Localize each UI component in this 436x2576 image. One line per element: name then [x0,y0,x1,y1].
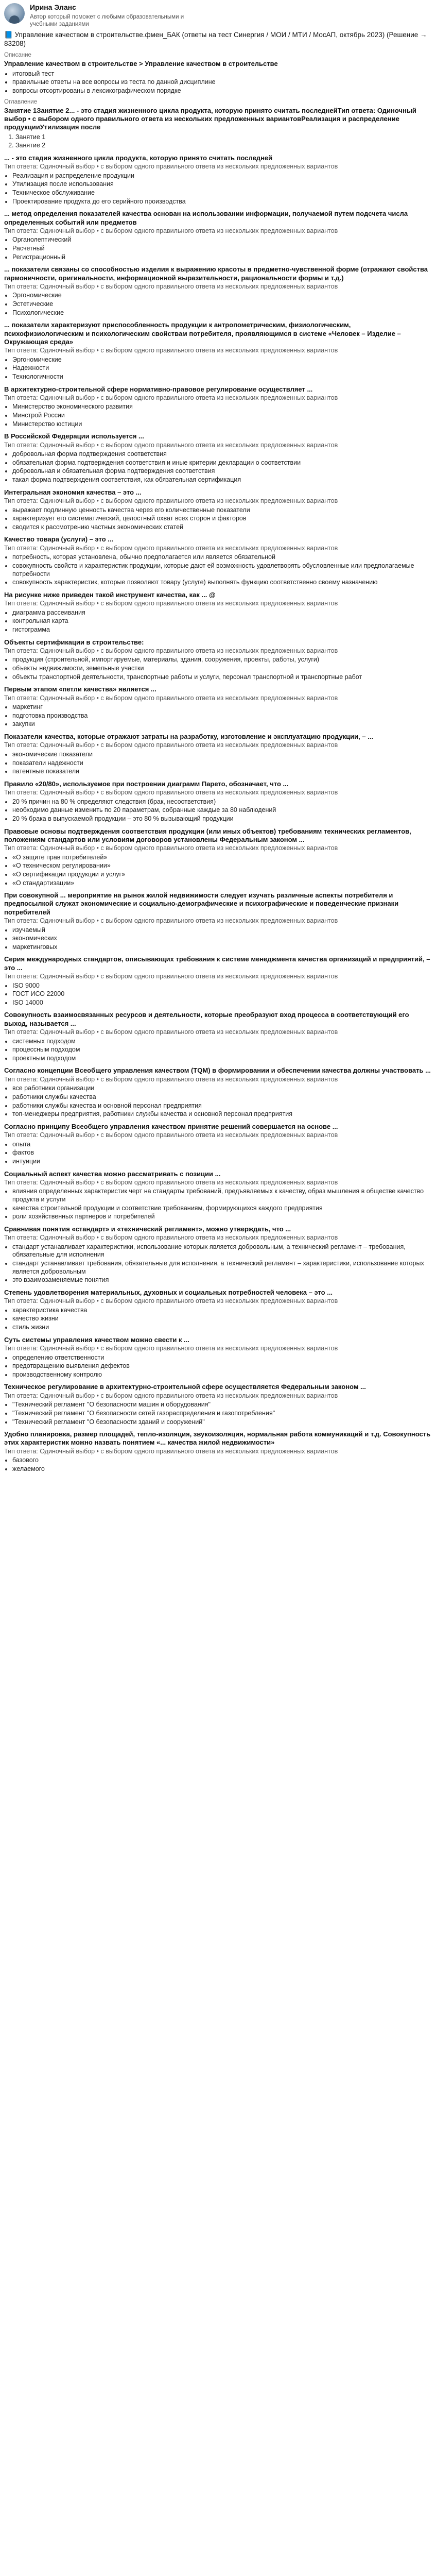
answer-option: • добровольная и обязательная форма подтверждения соответствия [12,467,432,476]
answer-options [4,236,432,261]
answer-options [4,553,432,587]
answer-option: • характеризует его систематический, целостный охват всех сторон и факторов [12,515,432,523]
answer-option: • Утилизация после использования [12,180,432,189]
answer-options [4,1188,432,1221]
answer-option: • определению ответственности [12,1354,432,1362]
answer-option: • базового [12,1456,432,1465]
question-block [4,1066,432,1118]
answer-type-note: Тип ответа: Одиночный выбор • с выбором одного правильного ответа из нескольких предложенных вариантов [4,972,338,980]
question-block [4,488,432,532]
question-title: При совокупной ... мероприятие на рынок жилой недвижимости следует изучать различные аспекты потребителя и предпосылкой служат экономические и социально-демографические и психографические и поведенческие признаки потребителей [4,891,399,916]
question-title: Согласно концепции Всеобщего управления качеством (TQM) в формировании и обеспечении качества должны участвовать ... [4,1066,431,1075]
answer-option: • контрольная карта [12,617,432,625]
question-title: Техническое регулирование в архитектурно-строительной сфере осуществляется Федеральным законом ... [4,1383,366,1391]
question-title: ... - это стадия жизненного цикла продукта, которую принято считать последней [4,154,273,162]
answer-type-note: Тип ответа: Одиночный выбор • с выбором одного правильного ответа из нескольких предложенных вариантов [4,844,338,852]
description-label: Описание [4,52,31,58]
answer-option: • объекты транспортной деятельности, транспортные работы и услуги, персонал транспортной и транспортные работ [12,673,432,682]
answer-option: • диаграмма рассеивания [12,609,432,617]
answer-type-note: Тип ответа: Одиночный выбор • с выбором одного правильного ответа из нескольких предложенных вариантов [4,600,338,607]
question-title: Качество товара (услуги) – это ... [4,535,114,544]
answer-options [4,506,432,532]
answer-option: • влияния определенных характеристик черт на стандарты требований, предъявляемых к качеству, образ мышления в обществе качество продукта и услуги [12,1188,432,1204]
question-block [4,385,432,429]
answer-option: • показатели надежности [12,759,432,768]
answer-option: • Министерство юстиции [12,420,432,429]
answer-options [4,1307,432,1332]
answer-option: • характеристика качества [12,1307,432,1315]
question-title: Степень удовлетворения материальных, духовных и социальных потребностей человека – это ... [4,1288,333,1296]
answer-option: • Органолептический [12,236,432,244]
questions-list [4,154,432,1473]
answer-option: • Министерство экономического развития [12,403,432,411]
answer-type-note: Тип ответа: Одиночный выбор • с выбором одного правильного ответа из нескольких предложенных вариантов [4,1178,338,1186]
author-card [4,3,432,28]
answer-option: • ISO 9000 [12,982,432,990]
answer-options [4,1456,432,1473]
answer-option: • Проектирование продукта до его серийного производства [12,198,432,206]
question-block [4,1225,432,1284]
answer-option: • интуиции [12,1158,432,1166]
answer-option: • добровольная форма подтверждения соответствия [12,450,432,459]
answer-option: • топ-менеджеры предприятия, работники службы качества и основной персонал предприятия [12,1110,432,1118]
answer-options [4,1038,432,1063]
question-block [4,891,432,951]
answer-type-note: Тип ответа: Одиночный выбор • с выбором одного правильного ответа из нескольких предложенных вариантов [4,227,338,234]
question-title: Социальный аспект качества можно рассматривать с позиции ... [4,1170,221,1178]
answer-option: • сводится к рассмотрению частных экономических статей [12,523,432,532]
answer-type-note: Тип ответа: Одиночный выбор • с выбором одного правильного ответа из нескольких предложенных вариантов [4,647,338,654]
question-title: Правило «20/80», используемое при построении диаграмм Парето, обозначает, что ... [4,779,289,788]
answer-type-note: Тип ответа: Одиночный выбор • с выбором одного правильного ответа из нескольких предложенных вариантов [4,1075,338,1083]
question-title: Правовые основы подтверждения соответствия продукции (или иных объектов) требованиям технических регламентов, положениям стандартов или условиям договоров установлены Федеральным законом ... [4,827,411,843]
answer-option: • «О стандартизации» [12,879,432,888]
answer-option: • Реализация и распределение продукции [12,172,432,180]
question-title: Первым этапом «петли качества» является ... [4,685,156,693]
answer-type-note: Тип ответа: Одиночный выбор • с выбором одного правильного ответа из нескольких предложенных вариантов [4,1131,338,1139]
answer-option: • объекты недвижимости, земельные участки [12,665,432,673]
question-block [4,210,432,261]
answer-options [4,1084,432,1118]
answer-option: • опыта [12,1141,432,1149]
answer-options [4,703,432,728]
question-title: ... метод определения показателей качества основан на использовании информации, получаемой путем подсчета числа определенных событий или предметов [4,210,408,226]
description-item: • вопросы отсортированы в лексикографическом порядке [12,87,432,95]
question-title: ... показатели связаны со способностью изделия к выражению красоты в предметно-чувственной форме (отражают свойства гармоничности, оригинальности, информационной выразительности, рациональности формы и т.д.) [4,265,428,282]
answer-options [4,926,432,952]
answer-option: • «О сертификации продукции и услуг» [12,871,432,879]
author-info [30,3,184,28]
author-name[interactable]: Ирина Эланс [30,3,76,11]
answer-option: • Регистрационный [12,253,432,262]
toc-list [4,133,432,150]
description-title: Управление качеством в строительстве > Управление качеством в строительстве [4,60,278,68]
answer-type-note: Тип ответа: Одиночный выбор • с выбором одного правильного ответа из нескольких предложенных вариантов [4,917,338,924]
description-item: • итоговый тест [12,70,432,78]
answer-options [4,356,432,381]
answer-option: • закупки [12,720,432,728]
answer-option: • совокупность свойств и характеристик продукции, которые дают ей возможность удовлетворять обусловленные или предполагаемые потребности [12,562,432,578]
answer-option: • все работники организации [12,1084,432,1093]
author-description [30,13,184,28]
answer-type-note: Тип ответа: Одиночный выбор • с выбором одного правильного ответа из нескольких предложенных вариантов [4,347,338,354]
answer-option: • Эргономические [12,356,432,364]
answer-option: • работники службы качества [12,1093,432,1101]
answer-type-note: Тип ответа: Одиночный выбор • с выбором одного правильного ответа из нескольких предложенных вариантов [4,394,338,401]
answer-type-note: Тип ответа: Одиночный выбор • с выбором одного правильного ответа из нескольких предложенных вариантов [4,741,338,749]
answer-options [4,609,432,634]
answer-option: • такая форма подтверждения соответствия, как обязательная сертификация [12,476,432,484]
answer-option: • работники службы качества и основной персонал предприятия [12,1102,432,1110]
answer-options [4,1354,432,1379]
question-title: Совокупность взаимосвязанных ресурсов и деятельности, которые преобразуют вход процесса в соответствующий его выход, называется ... [4,1011,409,1027]
author-desc-line: Автор который поможет с любыми образовательными и [30,13,184,20]
question-block [4,1170,432,1221]
answer-option: • "Технический регламент "О безопасности зданий и сооружений" [12,1418,432,1427]
answer-option: • ISO 14000 [12,999,432,1007]
description-list [4,70,432,95]
question-block [4,685,432,728]
answer-option: • продукция (строительной, импортируемые, материалы, здания, сооружения, проекты, работы, услуги) [12,656,432,664]
answer-option: • маркетинговых [12,943,432,952]
answer-type-note: Тип ответа: Одиночный выбор • с выбором одного правильного ответа из нескольких предложенных вариантов [4,1344,338,1352]
answer-option: • «О техническом регулировании» [12,862,432,870]
question-block [4,154,432,206]
question-title: Серия международных стандартов, описывающих требования к системе менеджмента качества организаций и предприятий, – это ... [4,955,430,972]
answer-option: • Надежности [12,364,432,372]
answer-option: • проектным подходом [12,1055,432,1063]
question-title: Согласно принципу Всеобщего управления качеством принятие решений совершается на основе ... [4,1122,338,1130]
question-block [4,1430,432,1473]
question-block [4,321,432,381]
book-icon: 📘 [4,31,13,39]
answer-option: • маркетинг [12,703,432,711]
answer-option: • процессным подходом [12,1046,432,1054]
answer-option: • стандарт устанавливает характеристики, использование которых является добровольным, а технический регламент – требования, обязательные для исполнения [12,1243,432,1259]
question-block [4,827,432,888]
answer-option: • выражает подлинную ценность качества через его количественные показатели [12,506,432,515]
question-block [4,432,432,484]
description-item: • правильные ответы на все вопросы из теста по данной дисциплине [12,78,432,87]
question-title: Сравнивая понятия «стандарт» и «технический регламент», можно утверждать, что ... [4,1225,291,1233]
answer-options [4,751,432,776]
question-title: Интегральная экономия качества – это ... [4,488,142,496]
answer-option: • «О защите прав потребителей» [12,854,432,862]
answer-option: • предотвращению выявления дефектов [12,1362,432,1370]
question-title: На рисунке ниже приведен такой инструмент качества, как ... @ [4,590,216,599]
answer-option: • совокупность характеристик, которые позволяют товару (услуге) выполнять функцию соответственно своему назначению [12,579,432,587]
answer-type-note: Тип ответа: Одиночный выбор • с выбором одного правильного ответа из нескольких предложенных вариантов [4,282,338,290]
answer-options [4,292,432,317]
answer-option: • подготовка производства [12,712,432,720]
answer-options [4,1401,432,1426]
answer-options [4,1243,432,1284]
answer-type-note: Тип ответа: Одиночный выбор • с выбором одного правильного ответа из нескольких предложенных вариантов [4,789,338,796]
answer-options [4,403,432,428]
question-block [4,1289,432,1332]
question-title: Суть системы управления качеством можно свести к ... [4,1335,189,1344]
answer-options [4,982,432,1007]
answer-option: • качество жизни [12,1315,432,1323]
answer-option: • желаемого [12,1465,432,1473]
author-desc-line: учебными заданиями [30,21,89,27]
page-title-text: Управление качеством в строительстве.фмен_БАК (ответы на тест Синергия / МОИ / МТИ / МосАП, октябрь 2023) (Решение → 83208) [4,31,427,48]
question-block [4,1011,432,1062]
answer-option: • системных подходом [12,1038,432,1046]
question-block [4,535,432,586]
answer-option: • изучаемый [12,926,432,935]
answer-option: • производственному контролю [12,1371,432,1379]
question-block [4,1123,432,1166]
answer-option: • гистограмма [12,626,432,634]
question-block [4,1383,432,1426]
question-title: Удобно планировка, размер площадей, тепло-изоляция, звукоизоляция, нормальная работа коммуникаций и т.д. Совокупность этих характеристик можно назвать понятием «... качества жилой недвижимости» [4,1430,431,1447]
answer-option: • стандарт устанавливает требования, обязательные для исполнения, а технический регламент – характеристики, использование которых является добровольным [12,1260,432,1276]
answer-type-note: Тип ответа: Одиночный выбор • с выбором одного правильного ответа из нескольких предложенных вариантов [4,441,338,449]
answer-type-note: Тип ответа: Одиночный выбор • с выбором одного правильного ответа из нескольких предложенных вариантов [4,1447,338,1455]
answer-option: • Минстрой России [12,412,432,420]
answer-option: • 20 % причин на 80 % определяют следствия (брак, несоответствия) [12,798,432,806]
page-title [4,31,432,48]
toc-title: Занятие 1Занятие 2... - это стадия жизненного цикла продукта, которую принято считать последнейТип ответа: Одиночный выбор • с выбором одного правильного ответа из нескольких предложенных вариантовРеализация и распределение продукцииУтилизация после [4,106,416,131]
answer-type-note: Тип ответа: Одиночный выбор • с выбором одного правильного ответа из нескольких предложенных вариантов [4,694,338,702]
question-block [4,733,432,776]
answer-option: • экономические показатели [12,751,432,759]
answer-option: • Расчетный [12,245,432,253]
answer-option: • патентные показатели [12,768,432,776]
question-block [4,1336,432,1379]
answer-option: • фактов [12,1149,432,1157]
answer-option: • Психологические [12,309,432,317]
question-title: В Российской Федерации используется ... [4,432,144,440]
question-block [4,955,432,1007]
question-title: В архитектурно-строительной сфере нормативно-правовое регулирование осуществляет ... [4,385,313,393]
question-block [4,265,432,317]
answer-type-note: Тип ответа: Одиночный выбор • с выбором одного правильного ответа из нескольких предложенных вариантов [4,1392,338,1399]
answer-option: • Эргономические [12,292,432,300]
question-block [4,780,432,823]
answer-options [4,656,432,681]
toc-item[interactable]: 2. Занятие 2 [15,142,432,150]
answer-option: • обязательная форма подтверждения соответствия и иные критерии декларации о соответствии [12,459,432,467]
question-block [4,591,432,634]
answer-option: • экономических [12,935,432,943]
answer-type-note: Тип ответа: Одиночный выбор • с выбором одного правильного ответа из нескольких предложенных вариантов [4,1297,338,1305]
question-block [4,638,432,682]
answer-type-note: Тип ответа: Одиночный выбор • с выбором одного правильного ответа из нескольких предложенных вариантов [4,1028,338,1036]
answer-option: • "Технический регламент "О безопасности сетей газораспределения и газопотребления" [12,1410,432,1418]
answer-type-note: Тип ответа: Одиночный выбор • с выбором одного правильного ответа из нескольких предложенных вариантов [4,163,338,171]
answer-type-note: Тип ответа: Одиночный выбор • с выбором одного правильного ответа из нескольких предложенных вариантов [4,497,338,504]
answer-option: • потребность, которая установлена, обычно предполагается или является обязательной [12,553,432,562]
toc-item[interactable]: 1. Занятие 1 [15,133,432,142]
answer-option: • Технологичности [12,373,432,381]
answer-option: • 20 % брака в выпускаемой продукции – это 80 % вызывающий продукции [12,815,432,823]
question-title: Показатели качества, которые отражают затраты на разработку, изготовление и эксплуатацию продукции, – ... [4,733,374,740]
answer-options [4,450,432,484]
question-title: Объекты сертификации в строительстве: [4,638,144,646]
answer-options [4,1141,432,1166]
answer-option: • это взаимозаменяемые понятия [12,1276,432,1284]
answer-type-note: Тип ответа: Одиночный выбор • с выбором одного правильного ответа из нескольких предложенных вариантов [4,544,338,552]
answer-option: • Техническое обслуживание [12,189,432,197]
question-title: ... показатели характеризуют приспособленность продукции к антропометрическим, физиологическим, психофизиологическим и психологическим свойствам потребителя, проявляющимся в системе «Человек – Изделие – Окружающая среда» [4,321,401,346]
author-avatar[interactable] [4,3,25,24]
answer-option: • "Технический регламент "О безопасности машин и оборудования" [12,1401,432,1409]
toc-label: Оглавление [4,98,38,105]
answer-option: • качества строительной продукции и соответствие требованиям, формирующихся каждого предприятия [12,1205,432,1213]
answer-type-note: Тип ответа: Одиночный выбор • с выбором одного правильного ответа из нескольких предложенных вариантов [4,1234,338,1242]
answer-option: • Эстетические [12,300,432,309]
answer-option: • роли хозяйственных партнеров и потребителей [12,1213,432,1221]
answer-option: • стиль жизни [12,1324,432,1332]
answer-options [4,798,432,823]
answer-option: • необходимо данные изменить по 20 параметрам, собранные каждые за 80 наблюдений [12,806,432,815]
answer-options [4,854,432,888]
answer-options [4,172,432,206]
answer-option: • ГОСТ ИСО 22000 [12,990,432,998]
